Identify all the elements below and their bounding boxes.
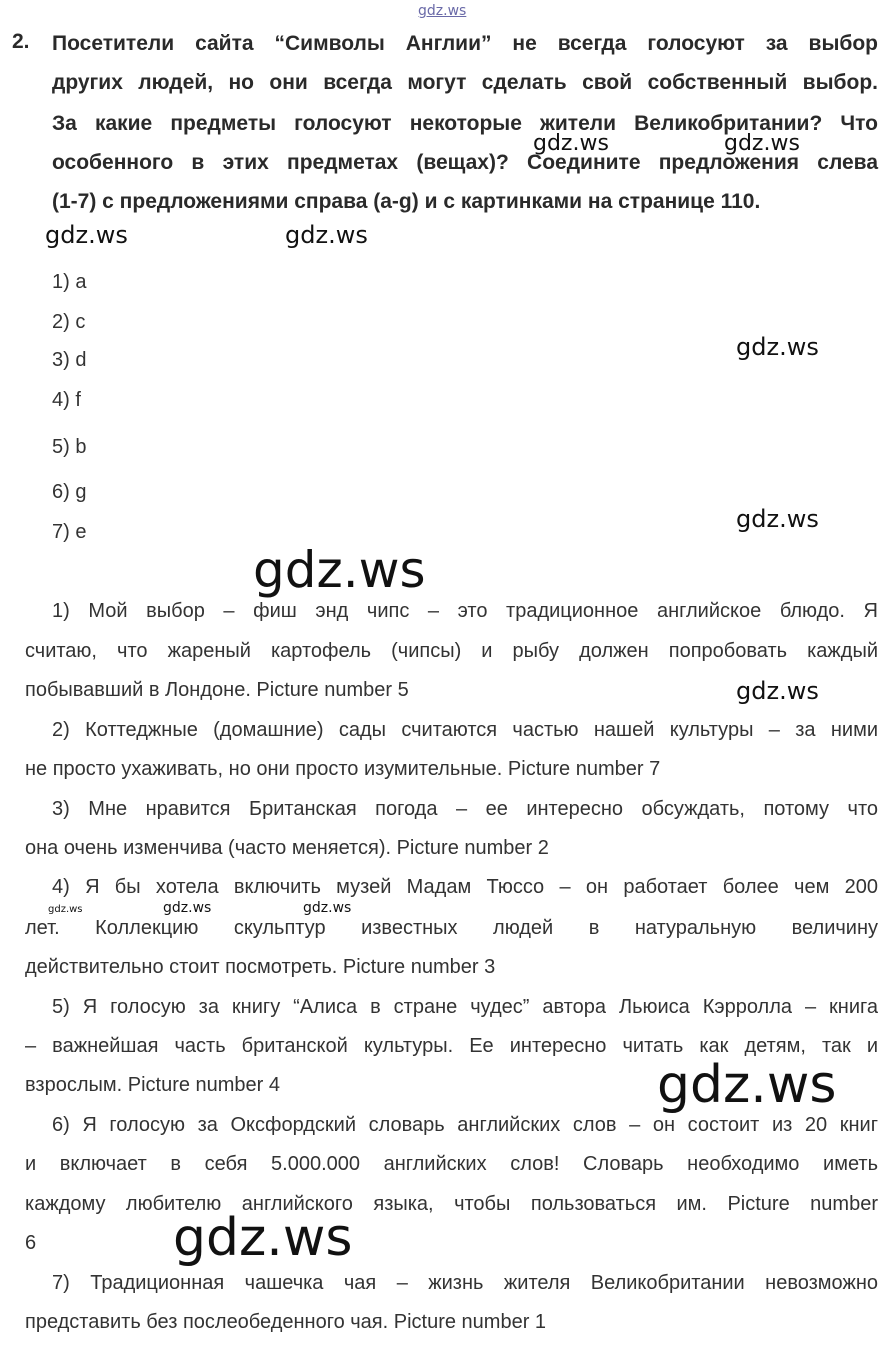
paragraph-line: каждому любителю английского языка, чтобы пользоваться им. Picture number [25, 1193, 878, 1215]
paragraph-line: побывавший в Лондоне. Picture number 5 [25, 679, 409, 701]
watermark: gdz.ws [724, 131, 800, 156]
paragraph-line: 1) Мой выбор – фиш энд чипс – это традиционное английское блюдо. Я [52, 600, 878, 622]
watermark: gdz.ws [163, 900, 212, 916]
paragraph-line: 7) Традиционная чашечка чая – жизнь жителя Великобритании невозможно [52, 1272, 878, 1294]
paragraph-line: 2) Коттеджные (домашние) сады считаются частью нашей культуры – за ними [52, 719, 878, 741]
task-text-line: особенного в этих предметах (вещах)? Соедините предложения слева [52, 151, 878, 174]
task-text-line: других людей, но они всегда могут сделать свой собственный выбор. [52, 71, 878, 94]
watermark: gdz.ws [657, 1055, 837, 1115]
answer-item: 7) e [52, 521, 87, 543]
paragraph-line: 6 [25, 1232, 37, 1254]
answer-item: 6) g [52, 481, 87, 503]
paragraph-line: считаю, что жареный картофель (чипсы) и рыбу должен попробовать каждый [25, 640, 878, 662]
paragraph-line: действительно стоит посмотреть. Picture number 3 [25, 956, 496, 978]
answer-item: 1) a [52, 271, 87, 293]
paragraph-line: 6) Я голосую за Оксфордский словарь английских слов – он состоит из 20 книг [52, 1114, 878, 1136]
paragraph-line: представить без послеобеденного чая. Picture number 1 [25, 1311, 547, 1333]
answer-item: 3) d [52, 349, 87, 371]
task-text-line: Посетители сайта “Символы Англии” не всегда голосуют за выбор [52, 32, 878, 55]
watermark: gdz.ws [45, 221, 128, 249]
paragraph-line: – важнейшая часть британской культуры. Ее интересно читать как детям, так и [25, 1035, 878, 1057]
task-text-line: За какие предметы голосуют некоторые жители Великобритании? Что [52, 112, 878, 135]
task-text-line: (1-7) с предложениями справа (a-g) и с картинками на странице 110. [52, 190, 761, 213]
answer-item: 5) b [52, 436, 87, 458]
paragraph-line: 5) Я голосую за книгу “Алиса в стране чудес” автора Льюиса Кэрролла – книга [52, 996, 878, 1018]
watermark: gdz.ws [736, 505, 819, 533]
paragraph-line: и включает в себя 5.000.000 английских слов! Словарь необходимо иметь [25, 1153, 878, 1175]
watermark: gdz.ws [736, 333, 819, 361]
paragraph-line: она очень изменчива (часто меняется). Picture number 2 [25, 837, 549, 859]
watermark: gdz.ws [736, 677, 819, 705]
watermark-top: gdz.ws [418, 3, 467, 19]
watermark: gdz.ws [253, 541, 426, 599]
watermark: gdz.ws [173, 1208, 353, 1268]
answer-item: 2) c [52, 311, 86, 333]
answer-item: 4) f [52, 389, 81, 411]
paragraph-line: 4) Я бы хотела включить музей Мадам Тюссо – он работает более чем 200 [52, 876, 878, 898]
watermark: gdz.ws [285, 221, 368, 249]
paragraph-line: лет. Коллекцию скульптур известных людей в натуральную величину [25, 917, 878, 939]
watermark: gdz.ws [533, 131, 609, 156]
watermark: gdz.ws [48, 904, 83, 915]
paragraph-line: не просто ухаживать, но они просто изумительные. Picture number 7 [25, 758, 661, 780]
paragraph-line: взрослым. Picture number 4 [25, 1074, 281, 1096]
watermark: gdz.ws [303, 900, 352, 916]
task-number: 2. [12, 30, 30, 53]
paragraph-line: 3) Мне нравится Британская погода – ее интересно обсуждать, потому что [52, 798, 878, 820]
